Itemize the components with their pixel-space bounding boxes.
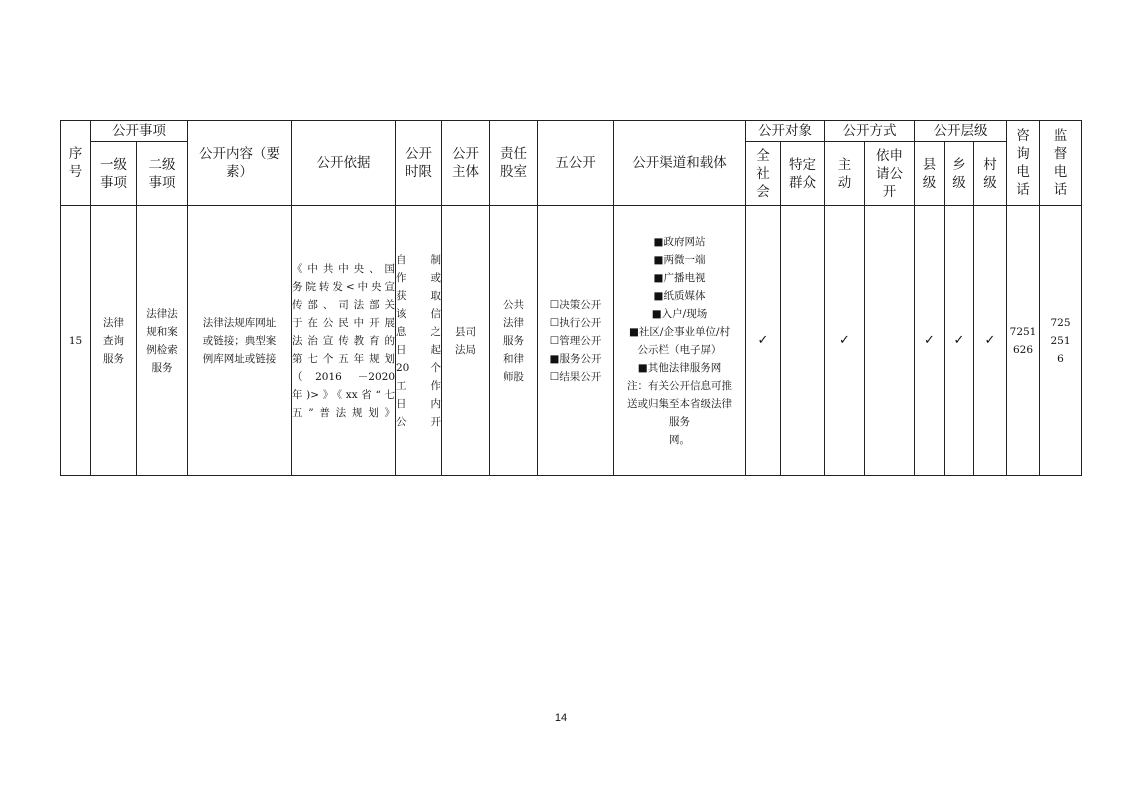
cell-line: 或链接；典型案 xyxy=(202,334,277,347)
cell-line: 法律法规库网址 xyxy=(202,316,277,329)
cell-line: 于在公民中开展 xyxy=(292,316,395,329)
cell-line: 务院转发<中央宣 xyxy=(292,280,395,293)
cell-line: 6 xyxy=(1057,352,1064,365)
header-tier: 公开层级 xyxy=(915,121,1007,142)
page-number: 14 xyxy=(554,712,568,724)
cell-line: ☐结果公开 xyxy=(549,370,602,383)
header-specific: 特定群众 xyxy=(781,142,825,206)
cell-line: 日 起 xyxy=(396,343,441,356)
cell-line: 网。 xyxy=(669,433,690,446)
cell-line: 自 制 xyxy=(396,253,441,266)
cell-line: 服务 xyxy=(103,352,124,365)
cell-line: 服务 xyxy=(669,415,690,428)
header-village: 村级 xyxy=(974,142,1007,206)
header-five: 五公开 xyxy=(538,121,614,206)
cell-five xyxy=(538,206,614,476)
header-county: 县级 xyxy=(915,142,945,206)
cell-dept xyxy=(490,206,538,476)
cell-line: 7251 xyxy=(1009,325,1037,338)
cell-line: ■其他法律服务网 xyxy=(637,361,722,374)
header-town: 乡级 xyxy=(945,142,974,206)
header-target: 公开对象 xyxy=(746,121,825,142)
cell-line: 例检索 xyxy=(146,343,178,356)
cell-line: ■两微一端 xyxy=(653,253,706,266)
header-supervise: 监督电话 xyxy=(1040,121,1082,206)
cell-line: 20 个 xyxy=(396,361,441,374)
cell-whole: ✓ xyxy=(746,206,781,476)
cell-line: ☐决策公开 xyxy=(549,298,602,311)
cell-line: 日 内 xyxy=(396,397,441,410)
cell-line: 例库网址或链接 xyxy=(202,352,277,365)
header-subject: 公开主体 xyxy=(442,121,490,206)
cell-line: ■政府网站 xyxy=(653,235,706,248)
cell-line: 法律法 xyxy=(146,307,178,320)
header-basis: 公开依据 xyxy=(292,121,396,206)
cell-line: 服务 xyxy=(151,361,173,374)
cell-line: 获 取 xyxy=(396,289,441,302)
header-seq: 序号 xyxy=(61,121,91,206)
header-timelimit: 公开时限 xyxy=(396,121,442,206)
cell-level2 xyxy=(137,206,188,476)
cell-line: 《中共中央、国 xyxy=(292,262,395,275)
cell-line: 服务 xyxy=(503,334,524,347)
cell-basis xyxy=(292,206,396,476)
header-apply: 依申请公开 xyxy=(865,142,915,206)
cell-timelimit xyxy=(396,206,442,476)
cell-line: 送或归集至本省级法律 xyxy=(627,397,732,410)
cell-line: 251 xyxy=(1050,334,1071,347)
header-dept: 责任股室 xyxy=(490,121,538,206)
header-consult: 咨询电话 xyxy=(1007,121,1040,206)
cell-level1 xyxy=(91,206,137,476)
cell-town: ✓ xyxy=(945,206,974,476)
disclosure-table xyxy=(60,120,1082,476)
cell-line: 公共 xyxy=(503,298,524,311)
cell-line: ■社区/企事业单位/村 xyxy=(629,325,730,338)
header-content: 公开内容（要素） xyxy=(188,121,292,206)
header-level2: 二级事项 xyxy=(137,142,188,206)
cell-line: 工 作 xyxy=(396,379,441,392)
cell-line: 公开 xyxy=(396,415,441,428)
header-method: 公开方式 xyxy=(825,121,915,142)
header-channel: 公开渠道和载体 xyxy=(614,121,746,206)
cell-line: 年)>》《xx省“七 xyxy=(292,388,395,401)
cell-line: 注：有关公开信息可推 xyxy=(627,379,732,392)
cell-subject xyxy=(442,206,490,476)
header-active: 主动 xyxy=(825,142,865,206)
cell-apply xyxy=(865,206,915,476)
cell-line: ■入户/现场 xyxy=(651,307,708,320)
cell-line: ☐管理公开 xyxy=(549,334,602,347)
table-row xyxy=(61,206,1082,476)
cell-line: 法律 xyxy=(103,316,124,329)
cell-line: （2016 －2020 xyxy=(292,370,395,383)
cell-specific xyxy=(781,206,825,476)
cell-line: ☐执行公开 xyxy=(549,316,602,329)
cell-active: ✓ xyxy=(825,206,865,476)
cell-line: 五”普法规划》 xyxy=(292,406,395,419)
cell-line: 息 之 xyxy=(396,325,441,338)
cell-line: ■纸质媒体 xyxy=(653,289,706,302)
cell-line: 作 或 xyxy=(396,271,441,284)
cell-line: 第七个五年规划 xyxy=(292,352,395,365)
cell-line: 法律 xyxy=(503,316,524,329)
cell-line: 该 信 xyxy=(396,307,441,320)
cell-line: 法局 xyxy=(455,343,476,356)
cell-line: 师股 xyxy=(503,370,524,383)
cell-line: ■广播电视 xyxy=(653,271,706,284)
cell-line: 规和案 xyxy=(146,325,178,338)
cell-line: 725 xyxy=(1050,316,1071,329)
cell-channel xyxy=(614,206,746,476)
header-whole: 全社会 xyxy=(746,142,781,206)
cell-line: 查询 xyxy=(103,334,124,347)
cell-village: ✓ xyxy=(974,206,1007,476)
cell-consult xyxy=(1007,206,1040,476)
cell-seq: 15 xyxy=(61,206,91,476)
header-item: 公开事项 xyxy=(91,121,188,142)
cell-supervise xyxy=(1040,206,1082,476)
cell-line: 县司 xyxy=(455,325,476,338)
cell-county: ✓ xyxy=(915,206,945,476)
header-level1: 一级事项 xyxy=(91,142,137,206)
cell-line: 和律 xyxy=(503,352,524,365)
cell-line: 传部、司法部关 xyxy=(292,298,395,311)
cell-line: ■服务公开 xyxy=(549,352,602,365)
cell-line: 法治宣传教育的 xyxy=(292,334,395,347)
cell-line: 626 xyxy=(1012,343,1034,356)
cell-content xyxy=(188,206,292,476)
cell-line: 公示栏（电子屏） xyxy=(637,343,722,356)
